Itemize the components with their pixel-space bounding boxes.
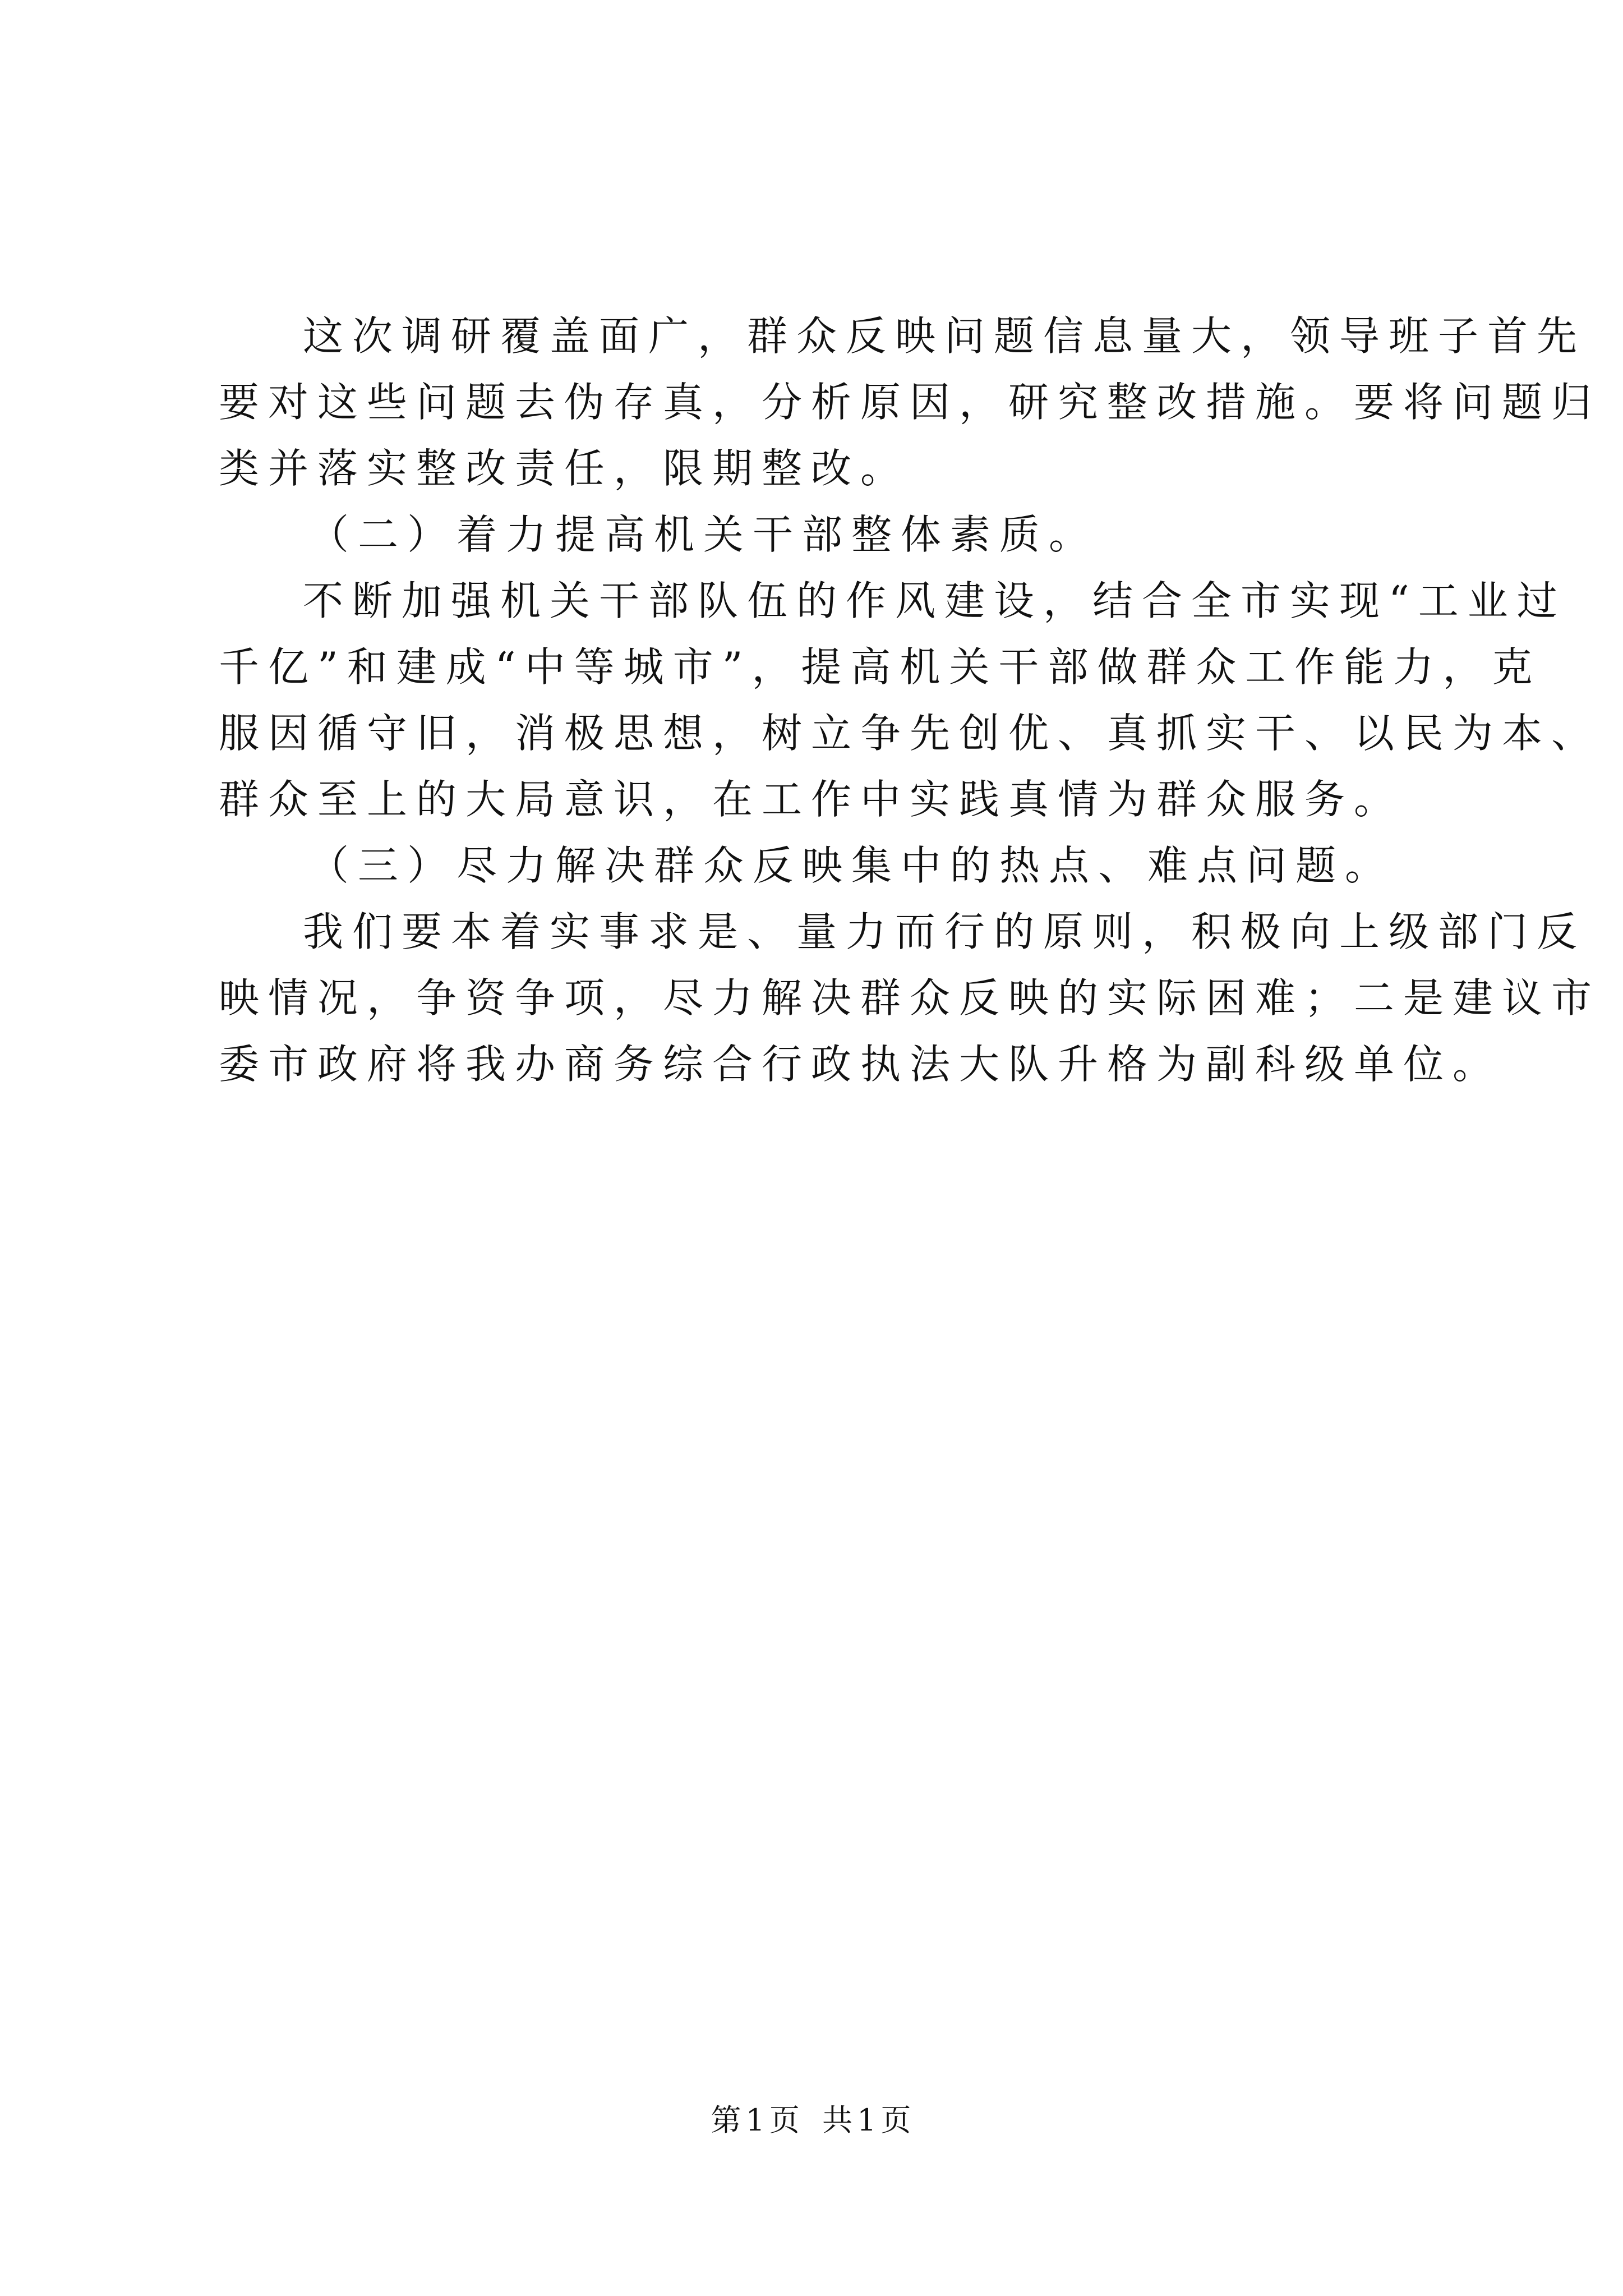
paragraph-1-line-3: 类并落实整改责任，限期整改。 [219, 445, 910, 492]
footer-suffix: 页 [880, 2102, 912, 2138]
total-pages-number: 1 [857, 2102, 878, 2138]
section-heading-3: （三）尽力解决群众反映集中的热点、难点问题。 [308, 842, 1395, 889]
paragraph-3-line-2: 映情况，争资争项，尽力解决群众反映的实际困难；二是建议市 [219, 974, 1601, 1022]
paragraph-2-line-1: 不断加强机关干部队伍的作风建设，结合全市实现“工业过 [303, 577, 1566, 624]
paragraph-3-line-1: 我们要本着实事求是、量力而行的原则，积极向上级部门反 [303, 908, 1587, 955]
paragraph-1-line-1: 这次调研覆盖面广，群众反映问题信息量大，领导班子首先 [303, 312, 1587, 360]
section-heading-2: （二）着力提高机关干部整体素质。 [308, 511, 1099, 558]
paragraph-2-line-4: 群众至上的大局意识，在工作中实践真情为群众服务。 [219, 776, 1404, 823]
paragraph-2-line-3: 服因循守旧，消极思想，树立争先创优、真抓实干、以民为本、 [219, 710, 1601, 757]
paragraph-3-line-3: 委市政府将我办商务综合行政执法大队升格为副科级单位。 [219, 1041, 1502, 1088]
paragraph-2 [219, 568, 1601, 832]
document-body [219, 303, 1601, 1097]
page-footer [0, 2101, 1623, 2140]
paragraph-1-line-2: 要对这些问题去伪存真，分析原因，研究整改措施。要将问题归 [219, 379, 1601, 426]
paragraph-3 [219, 899, 1601, 1097]
paragraph-2-line-2: 千亿”和建成“中等城市”，提高机关干部做群众工作能力，克 [219, 643, 1542, 691]
footer-prefix: 第 [711, 2102, 743, 2138]
paragraph-1 [219, 303, 1601, 501]
footer-mid: 页 共 [769, 2102, 854, 2138]
current-page-number: 1 [745, 2102, 766, 2138]
